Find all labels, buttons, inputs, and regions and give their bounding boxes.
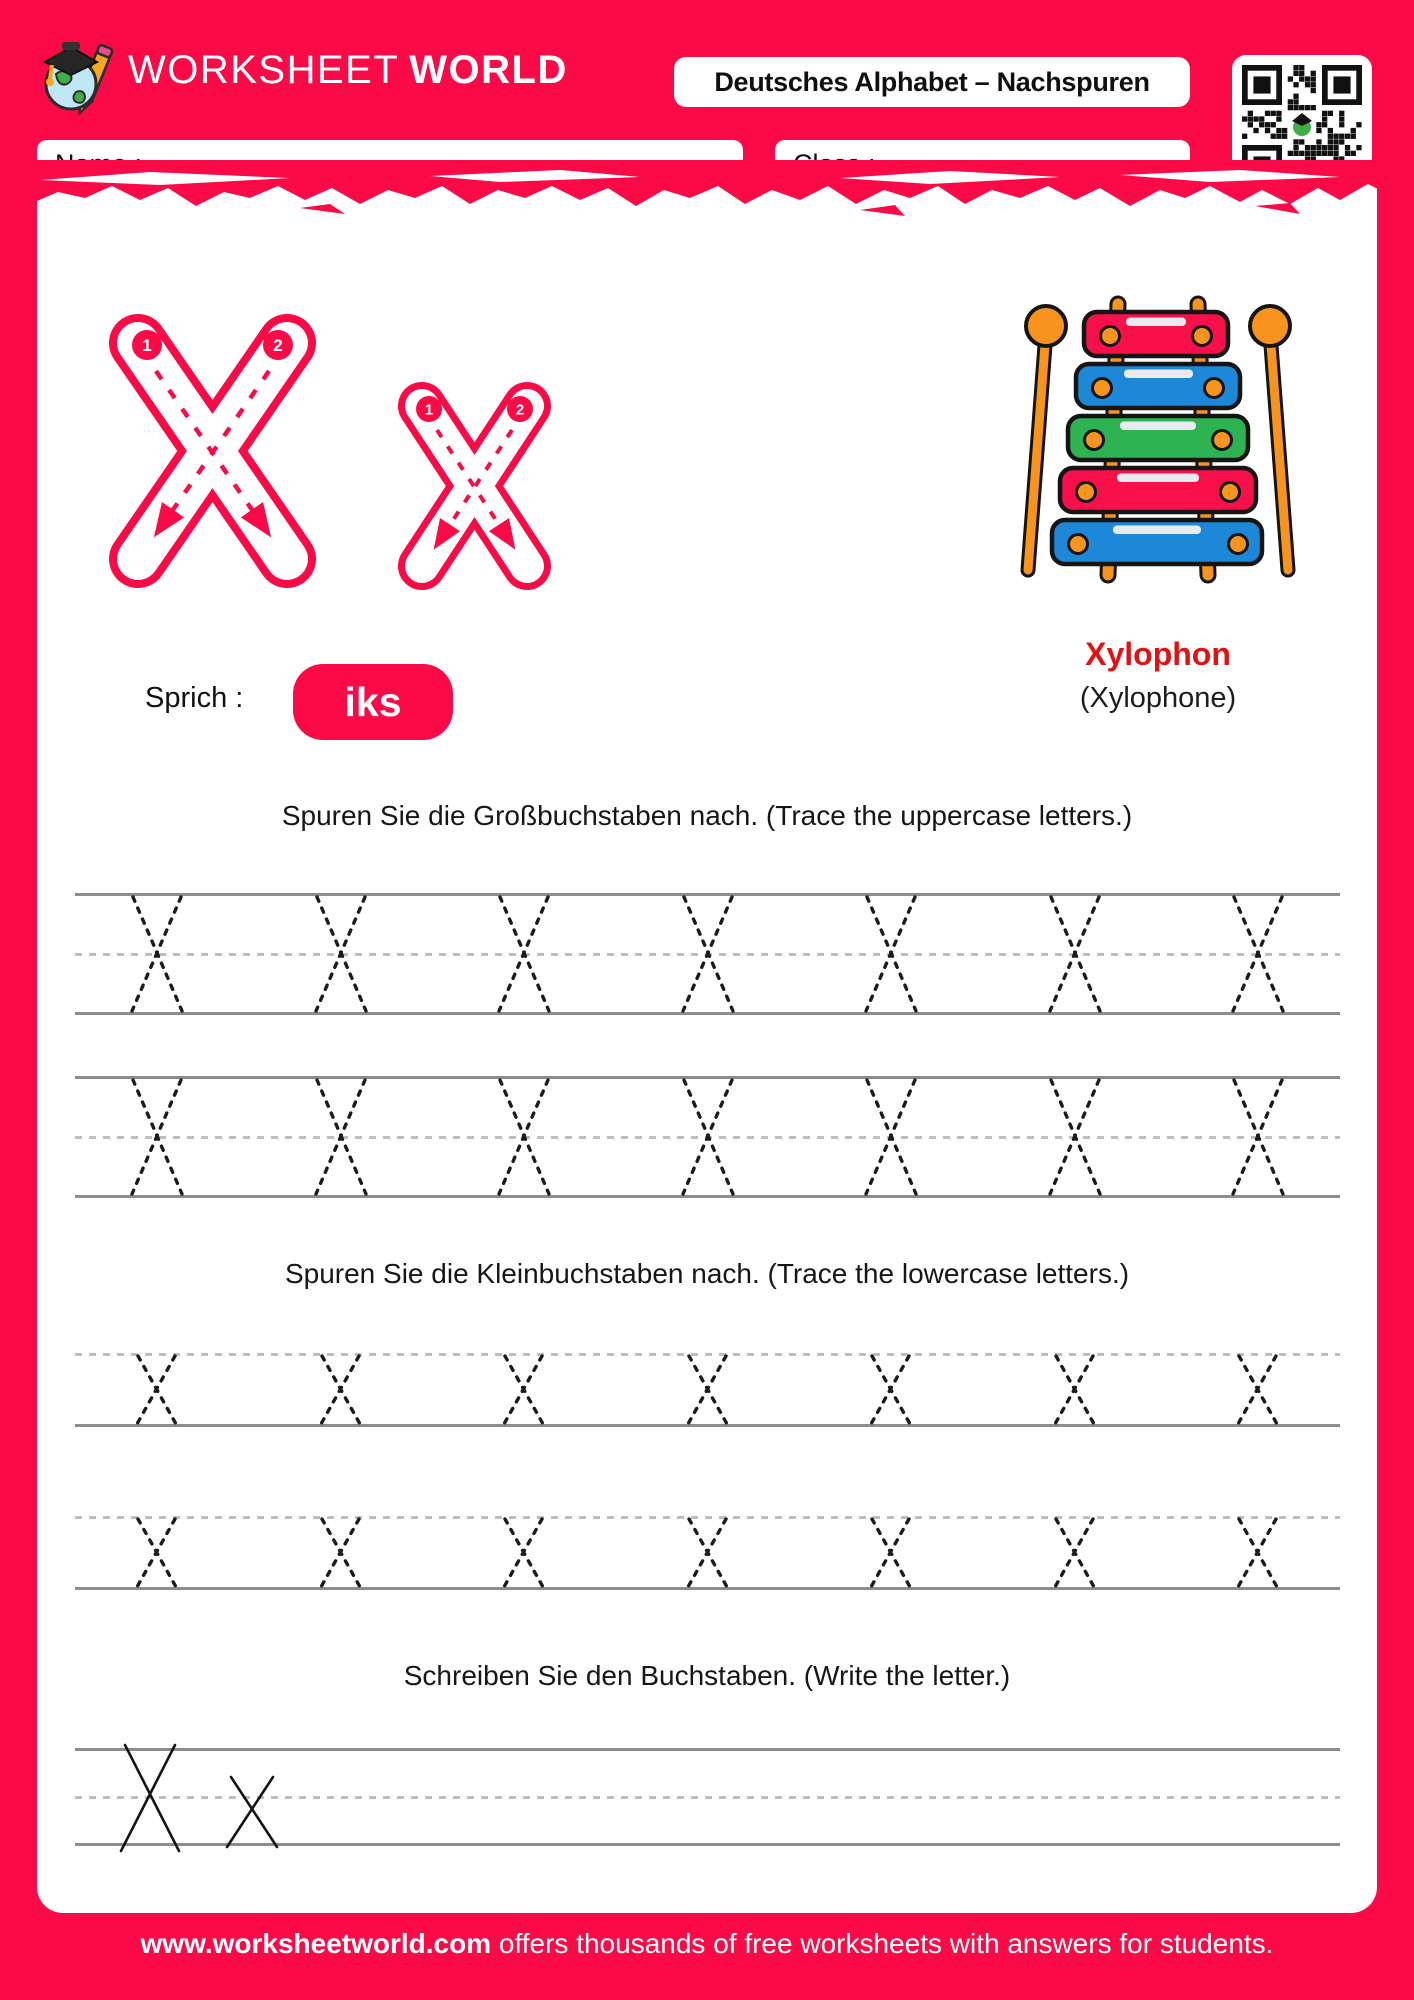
lowercase-trace-row-1: [75, 1353, 1340, 1427]
lowercase-letter-trace-guide: [382, 366, 567, 606]
pronunciation-pill: iks: [293, 664, 453, 740]
footer-text: offers thousands of free worksheets with answers for students.: [491, 1928, 1274, 1959]
uppercase-trace-row-2: [75, 1076, 1340, 1198]
worksheet-title-badge: Deutsches Alphabet – Nachspuren: [674, 57, 1190, 107]
pronunciation-label: Sprich :: [145, 682, 244, 714]
footer-tagline: [0, 1928, 1414, 1960]
lowercase-instruction: Spuren Sie die Kleinbuchstaben nach. (Trace the lowercase letters.): [284, 1258, 1130, 1289]
vocab-german: Xylophon: [1085, 636, 1231, 672]
stroke-2-number: 2: [273, 336, 283, 355]
stroke-1-number: 1: [142, 336, 152, 355]
worksheet-world-logo-icon: [40, 34, 118, 118]
lowercase-trace-row-2: [75, 1516, 1340, 1590]
uppercase-instruction: Spuren Sie die Großbuchstaben nach. (Trace the uppercase letters.): [281, 800, 1133, 831]
stroke-1-number: 1: [424, 401, 434, 419]
write-instruction: Schreiben Sie den Buchstaben. (Write the letter.): [403, 1660, 1011, 1691]
vocab-english: (Xylophone): [1079, 682, 1237, 714]
stroke-2-number: 2: [515, 401, 525, 419]
example-lowercase-letter: [225, 1774, 283, 1850]
dotted-letters: [75, 893, 1340, 1015]
dotted-letters: [75, 1076, 1340, 1198]
dotted-letters: [75, 1353, 1340, 1427]
brand-second: WORLD: [409, 48, 568, 92]
write-practice-row[interactable]: [75, 1748, 1340, 1846]
footer-site-url: www.worksheetworld.com: [140, 1928, 492, 1959]
vocab-caption: [978, 636, 1338, 715]
dotted-letters: [75, 1516, 1340, 1590]
brand-first: WORKSHEET: [128, 48, 400, 92]
uppercase-letter-trace-guide: [90, 295, 335, 607]
xylophone-illustration: [1018, 292, 1298, 592]
example-uppercase-letter: [116, 1743, 188, 1853]
uppercase-trace-row-1: [75, 893, 1340, 1015]
brand-title: [128, 48, 568, 93]
torn-paper-edge: [0, 160, 1414, 226]
guide-line-top: [75, 1748, 1340, 1751]
